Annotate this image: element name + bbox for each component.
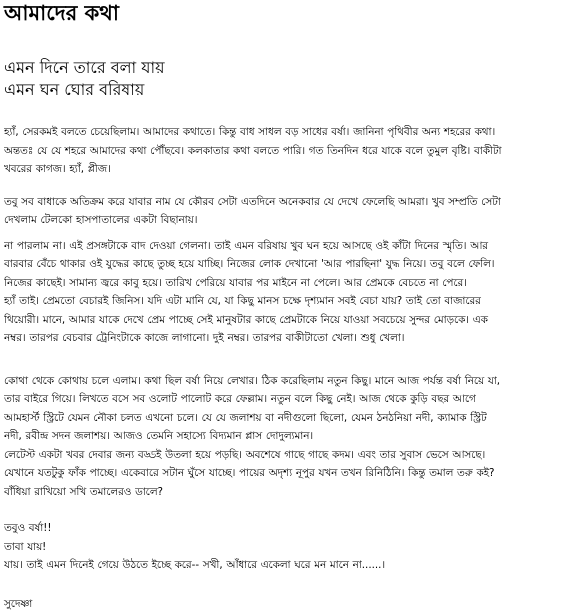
paragraph-line: অন্ততঃ যে যে শহরে আমাদের কথা পৌঁছবে। কলকাতার কথা বলতে পারি। গত তিনদিন ধরে যাকে বলে তুমুল বৃষ্টি। বাকীটা [4, 144, 502, 157]
page-title: আমাদের কথা [4, 1, 119, 25]
paragraph-line: হ্যাঁ, সেরকমই বলতে চেয়েছিলাম। আমাদের কথাতে। কিন্তু বাধ সাধল বড় সাধের বর্ষা। জানিনা পৃথিবীর অন্য শহরের কথা। [4, 126, 496, 138]
paragraph-line: তার বাইরে গিয়ে। লিখতে বসে সব ওলোট পালোট করে ফেল্লাম। নতুন বলে কিছু নেই। আজ থেকে কুড়ি বছর আগে [4, 393, 476, 405]
subtitle [4, 57, 571, 101]
paragraph-line: যায়। তাই এমন দিনেই গেয়ে উঠতে ইচ্ছে করে-- সখী, আঁধারে একেলা ঘরে মন মানে না......। [4, 559, 386, 571]
article [4, 0, 571, 613]
paragraph [4, 292, 571, 348]
paragraph [4, 446, 571, 502]
paragraph [4, 519, 571, 575]
paragraph-line: না পারলাম না। এই প্রসঙ্গটাকে বাদ দেওয়া গেলনা। তাই এমন বরিষায় খুব ঘন হয়ে আসছে ওই কাঁটা দিনের স্মৃতি। আর [4, 239, 488, 252]
paragraph-line: তাবা যায়! [4, 540, 47, 553]
paragraph-line: থিয়োরী। মানে, আমার যাকে দেখে প্রেম পাচ্ছে সেই মানুষটার কাছে প্রেমটাকে নিয়ে যাওয়া সবচেয়ে সুন্দর মোড়কে। এক [4, 313, 488, 326]
paragraph-line: হ্যাঁ তাই। প্রেমতো বেচারই জিনিস। যদি এটা মানি যে, যা কিছু মানস চক্ষে দৃশ্যমান সবই বেচা যায়? তাই তো বাজারের [4, 295, 481, 307]
paragraph [4, 237, 571, 293]
paragraph-line: বাঁধিয়া রাখিয়ো সখি তমালেরও ডালে? [4, 485, 163, 498]
paragraph [4, 193, 571, 230]
paragraph-line: লেটেস্ট একটা খবর দেবার জন্য বড্ডই উতলা হয়ে পড়ছি। অবশেষে গাছে গাছে কদম। এবং তার সুবাস ভেসে আসছে। [4, 448, 486, 461]
paragraph-line: দেখলাম টেলকো হাসপাতালের একটা বিছানায়। [4, 214, 198, 226]
paragraph-line: নিজের কাছেই। সামান্য জ্বরে কাবু হয়ে। তারিখ পেরিয়ে যাবার পর মাইনে না পেলে। আর প্রেমকে বেচতে না পেরে। [4, 276, 467, 289]
paragraph-line: কোথা থেকে কোথায় চলে এলাম। কথা ছিল বর্ষা নিয়ে লেখার। ঠিক করেছিলাম নতুন কিছু। মানে আজ পর্যন্ত বর্ষা নিয়ে যা, [4, 374, 501, 387]
paragraph-line: আমহার্স্ট স্ট্রিটে যেমন নৌকা চলত এখনো চলে। যে যে জলাশয় বা নদীগুলো ছিলো, যেমন ঠনঠনিয়া নদী, ক্যামাক স্ট্রিট [4, 411, 487, 424]
paragraph-line: যেখানে যতটুকু ফাঁক পাচ্ছে। একেবারে সটান ঘুঁসে যাচ্ছে। পায়ের অদৃশ্য নূপুর যখন তখন রিনিঠিনি। কিন্তু তমাল তরু কই? [4, 467, 495, 479]
paragraph-line: তবুও বর্ষা!! [4, 522, 52, 534]
subtitle-line: এমন দিনে তারে বলা যায় [4, 58, 165, 77]
paragraph-line: বারবার বেঁচে থাকার ওই যুদ্ধের কাছে তুচ্ছ হয়ে যাচ্ছি। নিজের লোক দেখানো 'আর পারছিনা' যুদ্ধ নিয়ে। তবু বলে ফেলি। [4, 258, 495, 270]
paragraph-line: খবরের কাগজ। হ্যাঁ, প্লীজ। [4, 163, 111, 175]
paragraph-line: নম্বর। তারপর বেচবার ট্রেনিংটাকে কাজে লাগানো। দুই নম্বর। তারপর বাকীটাতো খেলা। শুধু খেলা। [4, 332, 405, 344]
subtitle-line: এমন ঘন ঘোর বরিষায় [4, 80, 145, 99]
paragraph-line: নদী, রবীন্দ্র সদন জলাশয়। আজও তেমনি সহাস্যে বিদ্যমান প্লাস দোদুল্যমান। [4, 430, 314, 442]
paragraph [4, 372, 571, 446]
signature: সুদেষ্ণা [4, 597, 33, 610]
paragraph [4, 123, 571, 179]
paragraph-line: তবু সব বাধাকে অতিক্রম করে যাবার নাম যে কৌরব সেটা এতদিনে অনেকবার যে দেখে ফেলেছি আমরা। খুব সম্প্রতি সেটা [4, 195, 501, 208]
